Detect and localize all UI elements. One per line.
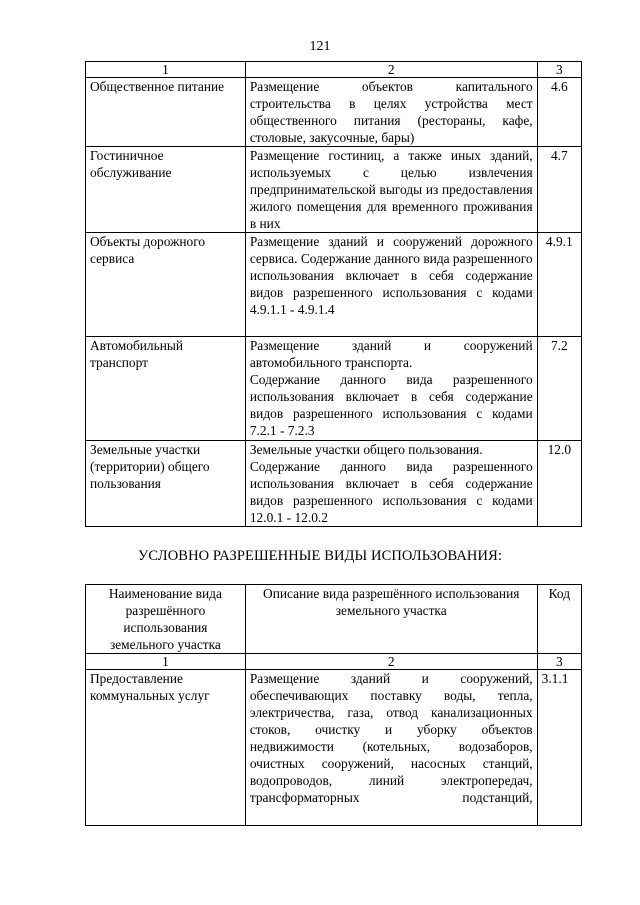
land-use-table-main: [85, 61, 582, 527]
section-title: УСЛОВНО РАЗРЕШЕННЫЕ ВИДЫ ИСПОЛЬЗОВАНИЯ:: [138, 548, 502, 564]
use-name: Автомобильный транспорт: [86, 337, 246, 441]
column-number-row: [86, 62, 582, 78]
use-description: Земельные участки общего пользования.: [249, 442, 483, 457]
use-name: Общественное питание: [86, 78, 246, 147]
use-code: 4.7: [537, 147, 581, 233]
use-code: 12.0: [537, 441, 581, 527]
table-header-row: [86, 585, 582, 654]
use-name: Земельные участки (территории) общего пользования: [86, 441, 246, 527]
table-row: [86, 233, 582, 337]
header-code: Код: [537, 585, 581, 654]
use-code: 7.2: [537, 337, 581, 441]
use-description: Размещение зданий и сооружений автомобильного транспорта.: [249, 338, 533, 370]
header-name: Наименование вида разрешённого использования земельного участка: [86, 585, 246, 654]
header-description: Описание вида разрешённого использования земельного участка: [245, 585, 537, 654]
page-number: 121: [309, 39, 331, 54]
table-row: [86, 147, 582, 233]
table-row: [86, 670, 582, 826]
use-code: 3.1.1: [537, 670, 581, 826]
column-number: 2: [245, 654, 537, 670]
use-code: 4.9.1: [537, 233, 581, 337]
column-number: 1: [86, 654, 246, 670]
use-name: Гостиничное обслуживание: [86, 147, 246, 233]
use-description: Размещение объектов капитального строительства в целях устройства мест общественного питания (рестораны, кафе, столовые, закусочные, бары): [245, 78, 537, 147]
use-name: Объекты дорожного сервиса: [86, 233, 246, 337]
conditional-use-table: [85, 584, 582, 826]
use-description-extra: Содержание данного вида разрешенного использования включает в себя содержание видов разрешенного использования с кодами 7.2.1 - 7.2.3: [249, 372, 533, 438]
column-number: 2: [245, 62, 537, 78]
column-number: 1: [86, 62, 246, 78]
column-number: 3: [537, 62, 581, 78]
table-row: [86, 337, 582, 441]
use-description: Размещение зданий и сооружений дорожного сервиса. Содержание данного вида разрешенного использования включает в себя содержание видов разрешенного использования с кодами 4.9.1.1 - 4.9.1.4: [245, 233, 537, 337]
table-row: [86, 441, 582, 527]
use-description-cell: [245, 337, 537, 441]
table-row: [86, 78, 582, 147]
use-description: Размещение зданий и сооружений, обеспечивающих поставку воды, тепла, электричества, газа, отвод канализационных стоков, очистку и уборку объектов недвижимости (котельных, водозаборов, очистных сооружений, насосных станций, водопроводов, линий электропередач, трансформаторных подстанций,: [245, 670, 537, 826]
column-number: 3: [537, 654, 581, 670]
use-name: Предоставление коммунальных услуг: [86, 670, 246, 826]
use-description: Размещение гостиниц, а также иных зданий, используемых с целью извлечения предпринимательской выгоды из предоставления жилого помещения для временного проживания в них: [245, 147, 537, 233]
use-description-extra: Содержание данного вида разрешенного использования включает в себя содержание видов разрешенного использования с кодами 12.0.1 - 12.0.2: [249, 459, 533, 525]
use-code: 4.6: [537, 78, 581, 147]
use-description-cell: [245, 441, 537, 527]
column-number-row: [86, 654, 582, 670]
